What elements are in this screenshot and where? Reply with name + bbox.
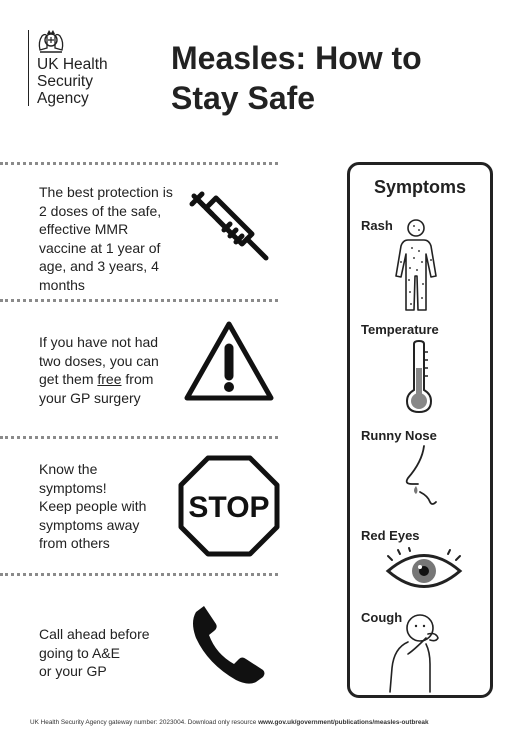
symptom-label-runny-nose: Runny Nose [361, 428, 437, 443]
advice-line: months [39, 276, 85, 293]
agency-line: Security [37, 73, 93, 90]
red-eye-icon [386, 548, 462, 594]
advice-line: Call ahead before [39, 626, 150, 642]
warning-icon [184, 320, 274, 402]
separator [0, 573, 278, 576]
thermometer-icon [403, 340, 435, 414]
advice-line: The best protection is [39, 184, 173, 200]
advice-text: get them [39, 371, 98, 387]
title-line: Measles: How to [171, 40, 422, 76]
advice-line: age, and 3 years, 4 [39, 258, 159, 274]
advice-line: 2 doses of the safe, [39, 202, 162, 219]
header-divider [28, 30, 29, 106]
advice-line: symptoms away [39, 516, 140, 533]
separator [0, 162, 278, 165]
phone-icon [190, 602, 268, 684]
advice-line: Keep people with [39, 498, 147, 514]
advice-line: going to A&E [39, 644, 120, 661]
stop-advice [39, 460, 191, 553]
footer-link[interactable]: www.gov.uk/government/publications/measles-outbreak [258, 719, 429, 726]
footer [30, 719, 510, 726]
advice-line [39, 370, 191, 389]
syringe-icon [190, 190, 272, 276]
agency-name [37, 56, 108, 107]
footer-text: UK Health Security Agency gateway number: 2023004. Download only resource [30, 719, 259, 726]
separator [0, 299, 278, 302]
symptom-label-red-eyes: Red Eyes [361, 528, 420, 543]
symptom-label-rash: Rash [361, 218, 393, 233]
agency-line: Agency [37, 90, 89, 107]
advice-line: your GP surgery [39, 389, 141, 406]
symptoms-title: Symptoms [373, 177, 467, 197]
advice-line: effective MMR [39, 221, 129, 237]
advice-line: from others [39, 535, 110, 551]
free-emphasis: free [97, 371, 122, 387]
advice-line: symptoms! [39, 479, 107, 496]
advice-text: from [121, 371, 154, 387]
stop-sign-text: STOP [188, 491, 270, 524]
title-line: Stay Safe [171, 80, 316, 116]
cough-icon [386, 612, 444, 694]
crest-icon [36, 28, 66, 54]
separator [0, 436, 278, 439]
gp-advice [39, 333, 191, 407]
runny-nose-icon [402, 444, 442, 506]
vaccine-advice [39, 183, 191, 294]
advice-line: Know the [39, 461, 98, 477]
symptom-label-cough: Cough [361, 610, 403, 625]
page-title [171, 38, 491, 118]
symptom-label-temperature: Temperature [361, 322, 439, 337]
advice-line: or your GP [39, 663, 107, 679]
agency-line: UK Health [37, 56, 108, 73]
stop-sign-icon [178, 455, 280, 557]
advice-line: vaccine at 1 year of [39, 239, 161, 256]
advice-line: If you have not had [39, 334, 159, 350]
rash-icon [393, 218, 439, 314]
call-advice [39, 625, 191, 681]
advice-line: two doses, you can [39, 352, 159, 369]
